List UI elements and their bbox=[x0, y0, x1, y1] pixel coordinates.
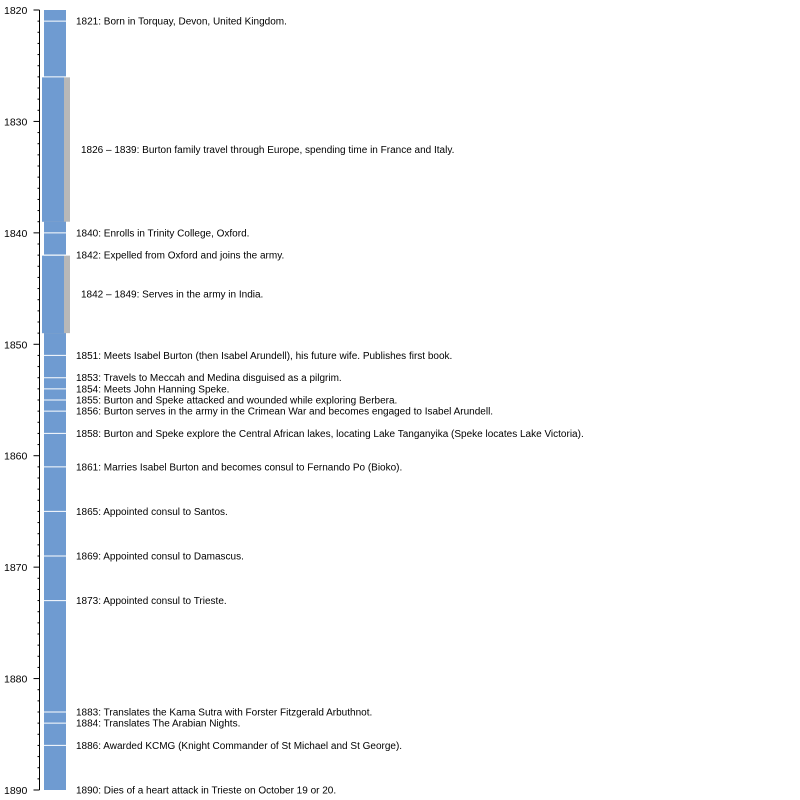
event-label-1853: 1853: Travels to Meccah and Medina disguised as a pilgrim. bbox=[76, 373, 342, 385]
event-label-1883: 1883: Translates the Kama Sutra with Forster Fitzgerald Arbuthnot. bbox=[76, 707, 373, 719]
event-label-1865: 1865: Appointed consul to Santos. bbox=[76, 506, 228, 518]
event-label-1890: 1890: Dies of a heart attack in Trieste on October 19 or 20. bbox=[76, 785, 337, 797]
tick-label-1820: 1820 bbox=[4, 5, 28, 17]
span-label-1826: 1826 – 1839: Burton family travel through Europe, spending time in France and Italy. bbox=[81, 144, 455, 156]
event-label-1861: 1861: Marries Isabel Burton and becomes consul to Fernando Po (Bioko). bbox=[76, 462, 403, 474]
tick-label-1830: 1830 bbox=[4, 116, 28, 129]
event-label-1821: 1821: Born in Torquay, Devon, United Kingdom. bbox=[76, 16, 287, 28]
year-axis bbox=[4, 5, 40, 797]
tick-label-1870: 1870 bbox=[4, 562, 28, 575]
event-label-1842: 1842: Expelled from Oxford and joins the army. bbox=[76, 250, 285, 262]
event-label-1886: 1886: Awarded KCMG (Knight Commander of St Michael and St George). bbox=[76, 740, 403, 752]
tick-label-1860: 1860 bbox=[4, 450, 28, 463]
span-bar-1826 bbox=[42, 77, 64, 222]
event-label-1873: 1873: Appointed consul to Trieste. bbox=[76, 596, 227, 608]
timeline-bar-group bbox=[42, 10, 70, 790]
event-label-1851: 1851: Meets Isabel Burton (then Isabel Arundell), his future wife. Publishes first book. bbox=[76, 350, 453, 362]
tick-label-1880: 1880 bbox=[4, 673, 28, 686]
event-label-1840: 1840: Enrolls in Trinity College, Oxford. bbox=[76, 228, 250, 240]
span-bar-1842 bbox=[42, 255, 64, 333]
event-label-1884: 1884: Translates The Arabian Nights. bbox=[76, 718, 241, 730]
event-label-1858: 1858: Burton and Speke explore the Central African lakes, locating Lake Tanganyika (Speke locates Lake Victoria). bbox=[76, 428, 584, 440]
span-label-1842: 1842 – 1849: Serves in the army in India. bbox=[81, 289, 264, 301]
event-label-1869: 1869: Appointed consul to Damascus. bbox=[76, 551, 244, 563]
tick-label-1890: 1890 bbox=[4, 785, 28, 797]
event-label-1855: 1855: Burton and Speke attacked and wounded while exploring Berbera. bbox=[76, 395, 398, 407]
event-label-1854: 1854: Meets John Hanning Speke. bbox=[76, 384, 230, 396]
tick-label-1850: 1850 bbox=[4, 339, 28, 352]
event-label-1856: 1856: Burton serves in the army in the Crimean War and becomes engaged to Isabel Arundell. bbox=[76, 406, 494, 418]
event-labels bbox=[76, 17, 584, 797]
tick-label-1840: 1840 bbox=[4, 227, 28, 240]
